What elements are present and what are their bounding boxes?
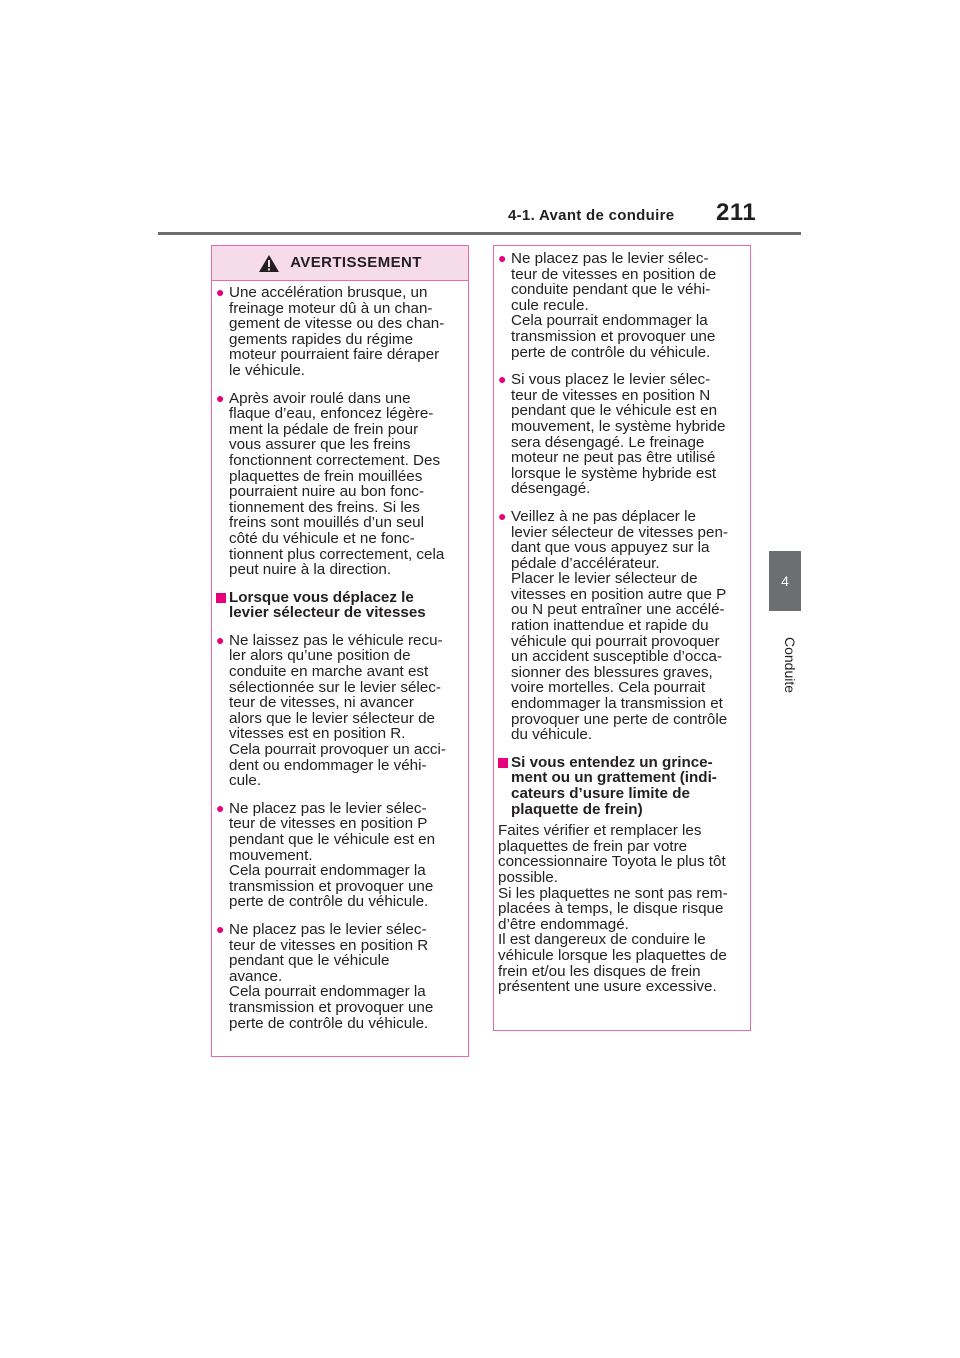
bullet-text: Veillez à ne pas déplacer le levier sélecteur de vitesses pen- dant que vous appuyez sur la pédale d’accélérateur. Placer le levier sélecteur de vitesses en position autre que P ou N peut entraîner une accélé- ration inattendue et rapide du véhicule qui pourrait provoquer un accident susceptible d’occa- sionner des blessures graves, voire mortelles. Cela pourrait endommager la transmission et provoquer une perte de contrôle du véhicule. bbox=[511, 507, 728, 744]
circle-bullet-icon: ● bbox=[216, 799, 225, 816]
warning-content-right bbox=[494, 246, 750, 995]
subheading-text: Si vous entendez un grince- ment ou un grattement (indi- cateurs d’usure limite de plaquette de frein) bbox=[511, 753, 717, 818]
warning-box-left bbox=[211, 245, 469, 1057]
circle-bullet-icon: ● bbox=[498, 250, 507, 266]
warning-box-right bbox=[493, 245, 751, 1031]
bullet-item bbox=[216, 391, 462, 578]
subheading-text: Lorsque vous déplacez le levier sélecteur de vitesses bbox=[229, 588, 426, 622]
warning-triangle-icon bbox=[258, 254, 280, 273]
bullet-text: Ne placez pas le levier sélec- teur de vitesses en position R pendant que le véhicule avance. Cela pourrait endommager la transmission et provoquer une perte de contrôle du véhicule. bbox=[229, 920, 434, 1032]
bullet-text: Ne placez pas le levier sélec- teur de vitesses en position de conduite pendant que le véhi- cule recule. Cela pourrait endommager la transmission et provoquer une perte de contrôle du véhicule. bbox=[511, 250, 717, 361]
circle-bullet-icon: ● bbox=[498, 507, 507, 524]
warning-header bbox=[212, 246, 468, 281]
bullet-item bbox=[216, 801, 462, 910]
bullet-text: Ne placez pas le levier sélec- teur de vitesses en position P pendant que le véhicule est en mouvement. Cela pourrait endommager la transmission et provoquer une perte de contrôle du véhicule. bbox=[229, 799, 436, 911]
warning-title: AVERTISSEMENT bbox=[290, 254, 422, 272]
chapter-label: Conduite bbox=[782, 636, 798, 694]
chapter-tab bbox=[769, 551, 801, 611]
square-bullet-icon bbox=[216, 590, 229, 621]
warning-content-left bbox=[212, 281, 468, 1031]
header-divider bbox=[158, 232, 801, 235]
circle-bullet-icon: ● bbox=[216, 284, 225, 300]
bullet-text: Ne laissez pas le véhicule recu- ler alors qu’une position de conduite en marche avant est sélectionnée sur le levier sélec- teur de vitesses, ni avancer alors que le levier sélecteur de vitesses est en position R. Cela pourrait provoquer un acci- dent ou endommager le véhi- cule. bbox=[229, 631, 446, 790]
circle-bullet-icon: ● bbox=[216, 389, 225, 406]
bullet-text: Si vous placez le levier sélec- teur de vitesses en position N pendant que le véhicule est en mouvement, le système hybride sera désengagé. Le freinage moteur ne peut pas être utilisé lorsque le système hybride est désengagé. bbox=[511, 371, 726, 498]
section-title: 4-1. Avant de conduire bbox=[508, 207, 675, 224]
bullet-text: Après avoir roulé dans une flaque d’eau, enfoncez légère- ment la pédale de frein pour vous assurer que les freins fonctionnent correctement. Des plaquettes de frein mouillées pourraient nuire au bon fonc- tionnement des freins. Si les freins sont mouillés d’un seul côté du véhicule et ne fonc- tionnent plus correctement, cela peut nuire à la direction. bbox=[229, 389, 445, 579]
subheading bbox=[498, 755, 744, 817]
bullet-item bbox=[498, 372, 744, 497]
bullet-item bbox=[216, 285, 462, 379]
bullet-item bbox=[498, 509, 744, 743]
subheading bbox=[216, 590, 462, 621]
circle-bullet-icon: ● bbox=[216, 920, 225, 937]
chapter-number: 4 bbox=[781, 573, 789, 589]
bullet-item bbox=[498, 251, 744, 360]
bullet-item bbox=[216, 633, 462, 789]
circle-bullet-icon: ● bbox=[216, 631, 225, 648]
square-bullet-icon bbox=[498, 755, 511, 817]
circle-bullet-icon: ● bbox=[498, 371, 507, 388]
page-number: 211 bbox=[716, 199, 757, 226]
bullet-text: Une accélération brusque, un freinage moteur dû à un chan- gement de vitesse ou des chan- gements rapides du régime moteur pourraient faire déraper le véhicule. bbox=[229, 284, 445, 379]
bullet-item bbox=[216, 922, 462, 1031]
info-paragraph: Faites vérifier et remplacer les plaquettes de frein par votre concessionnaire Toyota le plus tôt possible. Si les plaquettes ne sont pas rem- placées à temps, le disque risque d’être endommagé. Il est dangereux de conduire le véhicule lorsque les plaquettes de frein et/ou les disques de frein présentent une usure excessive. bbox=[498, 822, 728, 996]
